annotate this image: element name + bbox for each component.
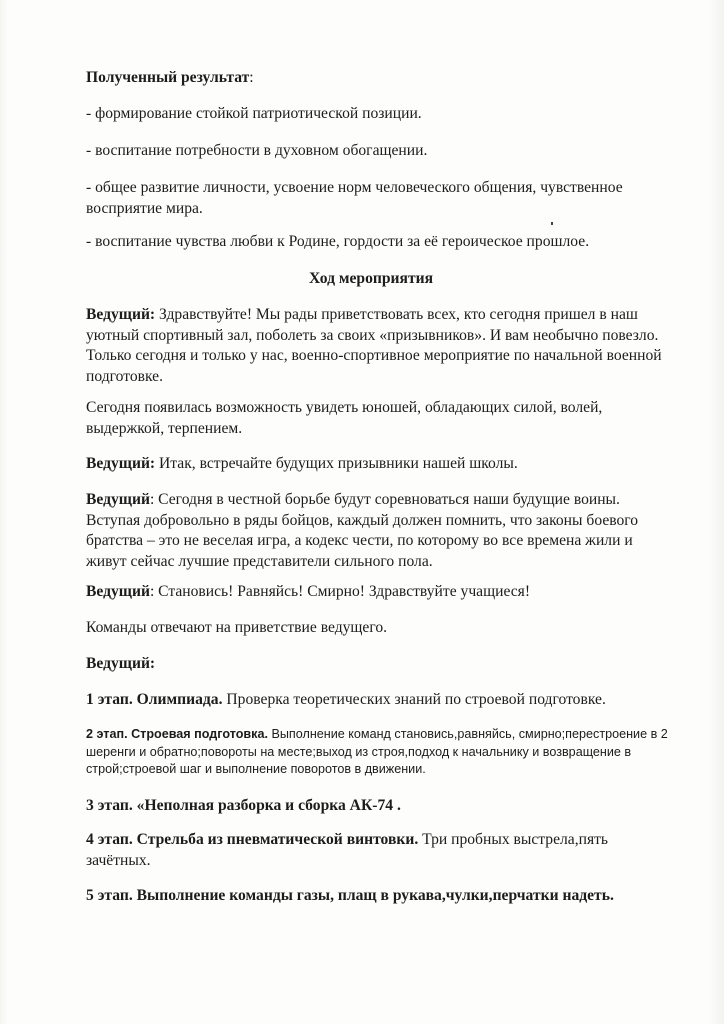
- host-paragraph: [86, 305, 676, 387]
- scan-speck: [551, 222, 553, 225]
- result-item: - общее развитие личности, усвоение норм человеческого общения, чувственное восприятие мира.: [86, 179, 623, 217]
- stage-title: Стрельба из пневматической винтовки.: [136, 831, 419, 848]
- result-item: - формирование стойкой патриотической позиции.: [86, 105, 422, 122]
- stage-text: Три пробных выстрела,пять зачётных.: [86, 831, 609, 869]
- host-label: Ведущий: [86, 491, 150, 508]
- event-title: Ход мероприятия: [308, 270, 434, 287]
- host-text: Итак, встречайте будущих призывники нашей школы.: [155, 455, 518, 472]
- result-heading-label: Полученный результат: [86, 69, 250, 86]
- stage-title: 2 этап. Строевая подготовка.: [86, 727, 268, 741]
- host-text: Здравствуйте! Мы рады приветствовать всех, кто сегодня пришел в наш уютный спортивный зал, поболеть за своих «призывников». И вам необычно повезло. Только сегодня и только у нас, военно-спортивное мероприятие по начальной военной подготовке.: [86, 306, 662, 385]
- result-item: - воспитание потребности в духовном обогащении.: [86, 142, 428, 159]
- host-label: Ведущий:: [86, 306, 156, 323]
- stage-title: Олимпиада.: [136, 691, 223, 708]
- result-heading: [86, 68, 676, 89]
- host-paragraph: [86, 490, 676, 572]
- stage-5: 5 этап. Выполнение команды газы, плащ в рукава,чулки,перчатки надеть.: [86, 887, 614, 904]
- result-item: - воспитание чувства любви к Родине, гордости за её героическое прошлое.: [86, 233, 590, 250]
- stage-text: Проверка теоретических знаний по строевой подготовке.: [222, 691, 606, 708]
- stage-number: 1 этап.: [86, 691, 137, 708]
- host-text: : Становись! Равняйсь! Смирно! Здравствуйте учащиеся!: [149, 583, 531, 600]
- stage-number: 4 этап.: [86, 831, 137, 848]
- result-heading-colon: :: [249, 69, 254, 86]
- stage-2: [86, 726, 686, 779]
- host-label: Ведущий: [86, 583, 150, 600]
- stage-text: Выполнение команд становись,равняйсь, смирно;перестроение в 2 шеренги и обратно;повороты на месте;выход из строя,подход к начальнику и возвращение в строй;строевой шаг и выполнение поворотов в движении.: [86, 727, 668, 776]
- response-paragraph: Команды отвечают на приветствие ведущего.: [86, 619, 388, 636]
- stage-3: 3 этап. «Неполная разборка и сборка АК-74 .: [86, 797, 401, 814]
- host-paragraph: [86, 454, 676, 475]
- stage-4: [86, 830, 676, 871]
- stage-1: [86, 690, 676, 711]
- intro-paragraph: Сегодня появилась возможность увидеть юношей, обладающих силой, волей, выдержкой, терпением.: [86, 399, 603, 437]
- host-label: Ведущий:: [86, 455, 156, 472]
- host-paragraph: [86, 582, 676, 603]
- host-text: : Сегодня в честной борьбе будут соревноваться наши будущие воины. Вступая добровольно в ряды бойцов, каждый должен помнить, что законы боевого братства – это не веселая игра, а кодекс чести, по которому во все времена жили и живут сейчас лучшие представители сильного пола.: [86, 491, 639, 570]
- host-label: Ведущий:: [86, 655, 156, 672]
